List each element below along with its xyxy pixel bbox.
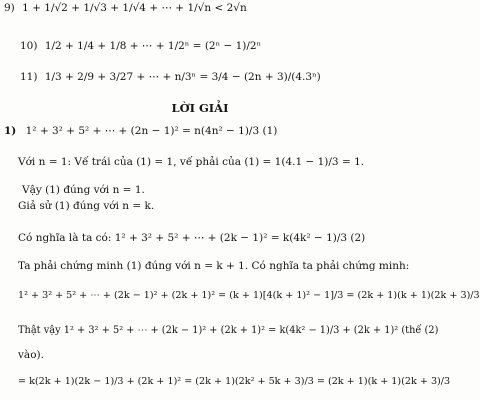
exercise-11 xyxy=(20,71,321,83)
induction-goal: 1² + 3² + 5² + ⋯ + (2k − 1)² + (2k + 1)² = (k + 1)[4(k + 1)² − 1]/3 = (2k + 1)(k + 1)(2k + 3)/3 xyxy=(18,290,480,301)
induction-hypothesis: Giả sử (1) đúng với n = k. xyxy=(18,200,155,212)
exercise-11-text: 1/3 + 2/9 + 3/27 + ⋯ + n/3ⁿ = 3/4 − (2n + 3)/(4.3ⁿ) xyxy=(44,71,321,83)
solution-1-equation xyxy=(4,125,277,137)
solution-1-equation-text: 1² + 3² + 5² + ⋯ + (2n − 1)² = n(4n² − 1)/3 (1) xyxy=(25,125,278,137)
exercise-10 xyxy=(20,40,261,52)
solution-1-label: 1) xyxy=(4,125,17,137)
exercise-11-label: 11) xyxy=(20,71,38,83)
induction-goal-intro: Ta phải chứng minh (1) đúng với n = k + 1. Có nghĩa ta phải chứng minh: xyxy=(18,260,410,272)
hypothesis-statement: Có nghĩa là ta có: 1² + 3² + 5² + ⋯ + (2k − 1)² = k(4k² − 1)/3 (2) xyxy=(18,232,366,244)
induction-step-continued: vào). xyxy=(18,349,44,361)
exercise-9 xyxy=(4,2,247,14)
exercise-10-text: 1/2 + 1/4 + 1/8 + ⋯ + 1/2ⁿ = (2ⁿ − 1)/2ⁿ xyxy=(44,40,262,52)
base-case-conclusion: Vậy (1) đúng với n = 1. xyxy=(22,184,145,196)
exercise-10-label: 10) xyxy=(20,40,38,52)
solution-heading: LỜI GIẢI xyxy=(171,101,229,115)
exercise-9-text: 1 + 1/√2 + 1/√3 + 1/√4 + ⋯ + 1/√n < 2√n xyxy=(22,2,247,14)
induction-step: Thật vậy 1² + 3² + 5² + ⋯ + (2k − 1)² + (2k + 1)² = k(4k² − 1)/3 + (2k + 1)² (thế (2) xyxy=(18,325,439,336)
exercise-9-label: 9) xyxy=(4,2,15,14)
induction-result: = k(2k + 1)(2k − 1)/3 + (2k + 1)² = (2k + 1)(2k² + 5k + 3)/3 = (2k + 1)(k + 1)(2k + 3)/3 xyxy=(18,376,451,387)
base-case-line: Với n = 1: Vế trái của (1) = 1, vế phải của (1) = 1(4.1 − 1)/3 = 1. xyxy=(18,156,365,168)
